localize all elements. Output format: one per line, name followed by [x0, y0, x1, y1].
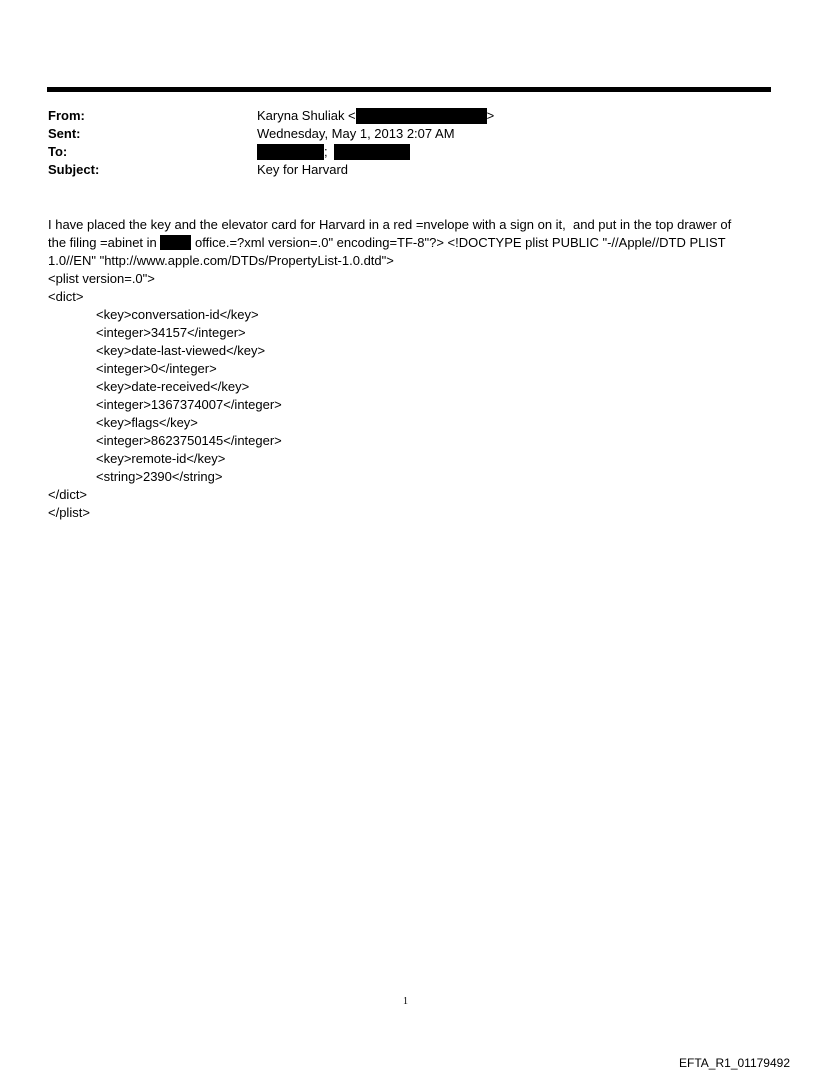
sender-close: > — [486, 108, 495, 123]
document-id: EFTA_R1_01179492 — [679, 1056, 790, 1070]
plist-line: <key>date-last-viewed</key> — [96, 343, 266, 358]
body-line: <dict> — [48, 289, 84, 304]
header-divider — [47, 87, 771, 92]
body-line: 1.0//EN" "http://www.apple.com/DTDs/PropertyList-1.0.dtd"> — [48, 253, 394, 268]
redacted-recipient-2 — [334, 144, 410, 160]
plist-line: <key>remote-id</key> — [96, 451, 226, 466]
redacted-name — [160, 235, 191, 250]
to-label: To: — [48, 144, 68, 159]
redacted-recipient-1 — [257, 144, 324, 160]
subject-label: Subject: — [48, 162, 100, 177]
plist-line: <integer>0</integer> — [96, 361, 217, 376]
to-value — [257, 143, 410, 161]
sent-label: Sent: — [48, 126, 81, 141]
body-line: </dict> — [48, 487, 88, 502]
subject-value: Key for Harvard — [257, 162, 349, 177]
plist-line: <integer>8623750145</integer> — [96, 433, 282, 448]
sender-name: Karyna Shuliak < — [257, 108, 356, 123]
plist-line: <key>flags</key> — [96, 415, 198, 430]
body-line: </plist> — [48, 505, 90, 520]
plist-line: <integer>34157</integer> — [96, 325, 246, 340]
plist-line: <integer>1367374007</integer> — [96, 397, 282, 412]
from-value — [257, 107, 494, 125]
plist-line: <key>conversation-id</key> — [96, 307, 259, 322]
body-line: I have placed the key and the elevator card for Harvard in a red =nvelope with a sign on it, and put in the top drawer of — [48, 217, 732, 232]
body-line: <plist version=.0"> — [48, 271, 155, 286]
page-number: 1 — [403, 996, 408, 1007]
plist-line: <string>2390</string> — [96, 469, 223, 484]
plist-line: <key>date-received</key> — [96, 379, 250, 394]
body-text-segment: office.=?xml version=.0" encoding=TF-8"?> <!DOCTYPE plist PUBLIC "-//Apple//DTD PLIST — [191, 235, 726, 250]
from-label: From: — [48, 108, 85, 123]
body-text-segment: the filing =abinet in — [48, 235, 161, 250]
sent-value: Wednesday, May 1, 2013 2:07 AM — [257, 126, 455, 141]
redacted-email — [356, 108, 487, 124]
recipient-separator: ; — [324, 144, 328, 159]
email-body — [48, 216, 778, 522]
body-line — [48, 234, 778, 252]
